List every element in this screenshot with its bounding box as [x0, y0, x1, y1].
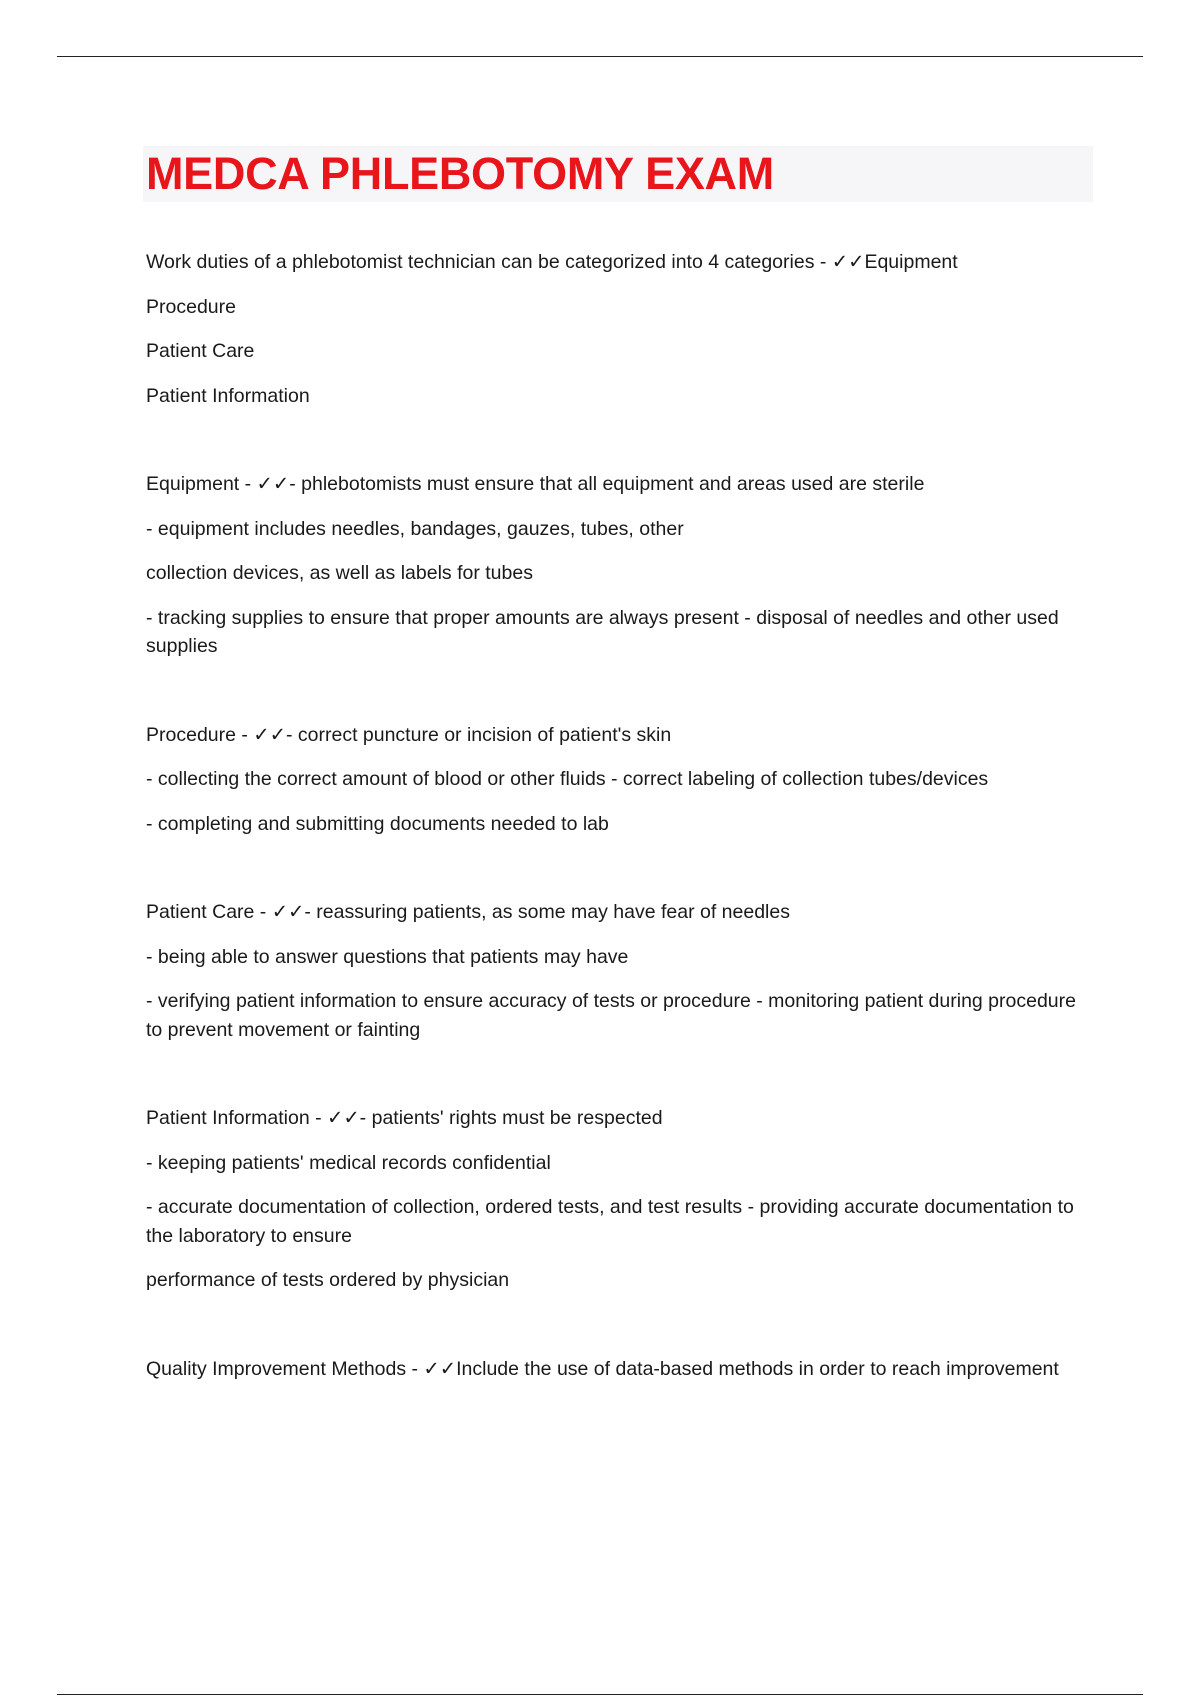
patient-information-answer-line: - keeping patients' medical records confidential [146, 1151, 551, 1174]
patient-information-answer-line: - accurate documentation of collection, ordered tests, and test results - providing accurate documentation to the laboratory to ensure [146, 1196, 1074, 1247]
quality-improvement-question: Quality Improvement Methods - ✓✓Include the use of data-based methods in order to reach improvement [146, 1357, 1059, 1380]
patient-information-answer-line: performance of tests ordered by physician [146, 1269, 510, 1291]
footer-rule [57, 1694, 1143, 1695]
equipment-answer-line: collection devices, as well as labels for tubes [146, 562, 533, 584]
intro-answer-line: Patient Care [146, 340, 255, 362]
procedure-question: Procedure - ✓✓- correct puncture or incision of patient's skin [146, 723, 672, 746]
patient-care-answer-line: - verifying patient information to ensure accuracy of tests or procedure - monitoring patient during procedure to prevent movement or fainting [146, 990, 1076, 1041]
patient-care-question: Patient Care - ✓✓- reassuring patients, as some may have fear of needles [146, 901, 790, 923]
equipment-answer-line: - tracking supplies to ensure that proper amounts are always present - disposal of needles and other used supplies [146, 606, 1059, 657]
document-body [146, 248, 1086, 1383]
intro-question: Work duties of a phlebotomist technician can be categorized into 4 categories - ✓✓Equipment [146, 251, 958, 273]
equipment-answer-line: - equipment includes needles, bandages, gauzes, tubes, other [146, 517, 684, 540]
equipment-question: Equipment - ✓✓- phlebotomists must ensure that all equipment and areas used are sterile [146, 473, 925, 495]
intro-answer-line: Patient Information [146, 384, 310, 407]
patient-care-answer-line: - being able to answer questions that patients may have [146, 945, 629, 968]
procedure-answer-line: - collecting the correct amount of blood or other fluids - correct labeling of collection tubes/devices [146, 768, 989, 790]
intro-answer-line: Procedure [146, 295, 236, 318]
procedure-answer-line: - completing and submitting documents needed to lab [146, 812, 609, 835]
patient-information-question: Patient Information - ✓✓- patients' rights must be respected [146, 1107, 663, 1129]
document-title: MEDCA PHLEBOTOMY EXAM [146, 148, 774, 199]
header-rule [57, 56, 1143, 57]
